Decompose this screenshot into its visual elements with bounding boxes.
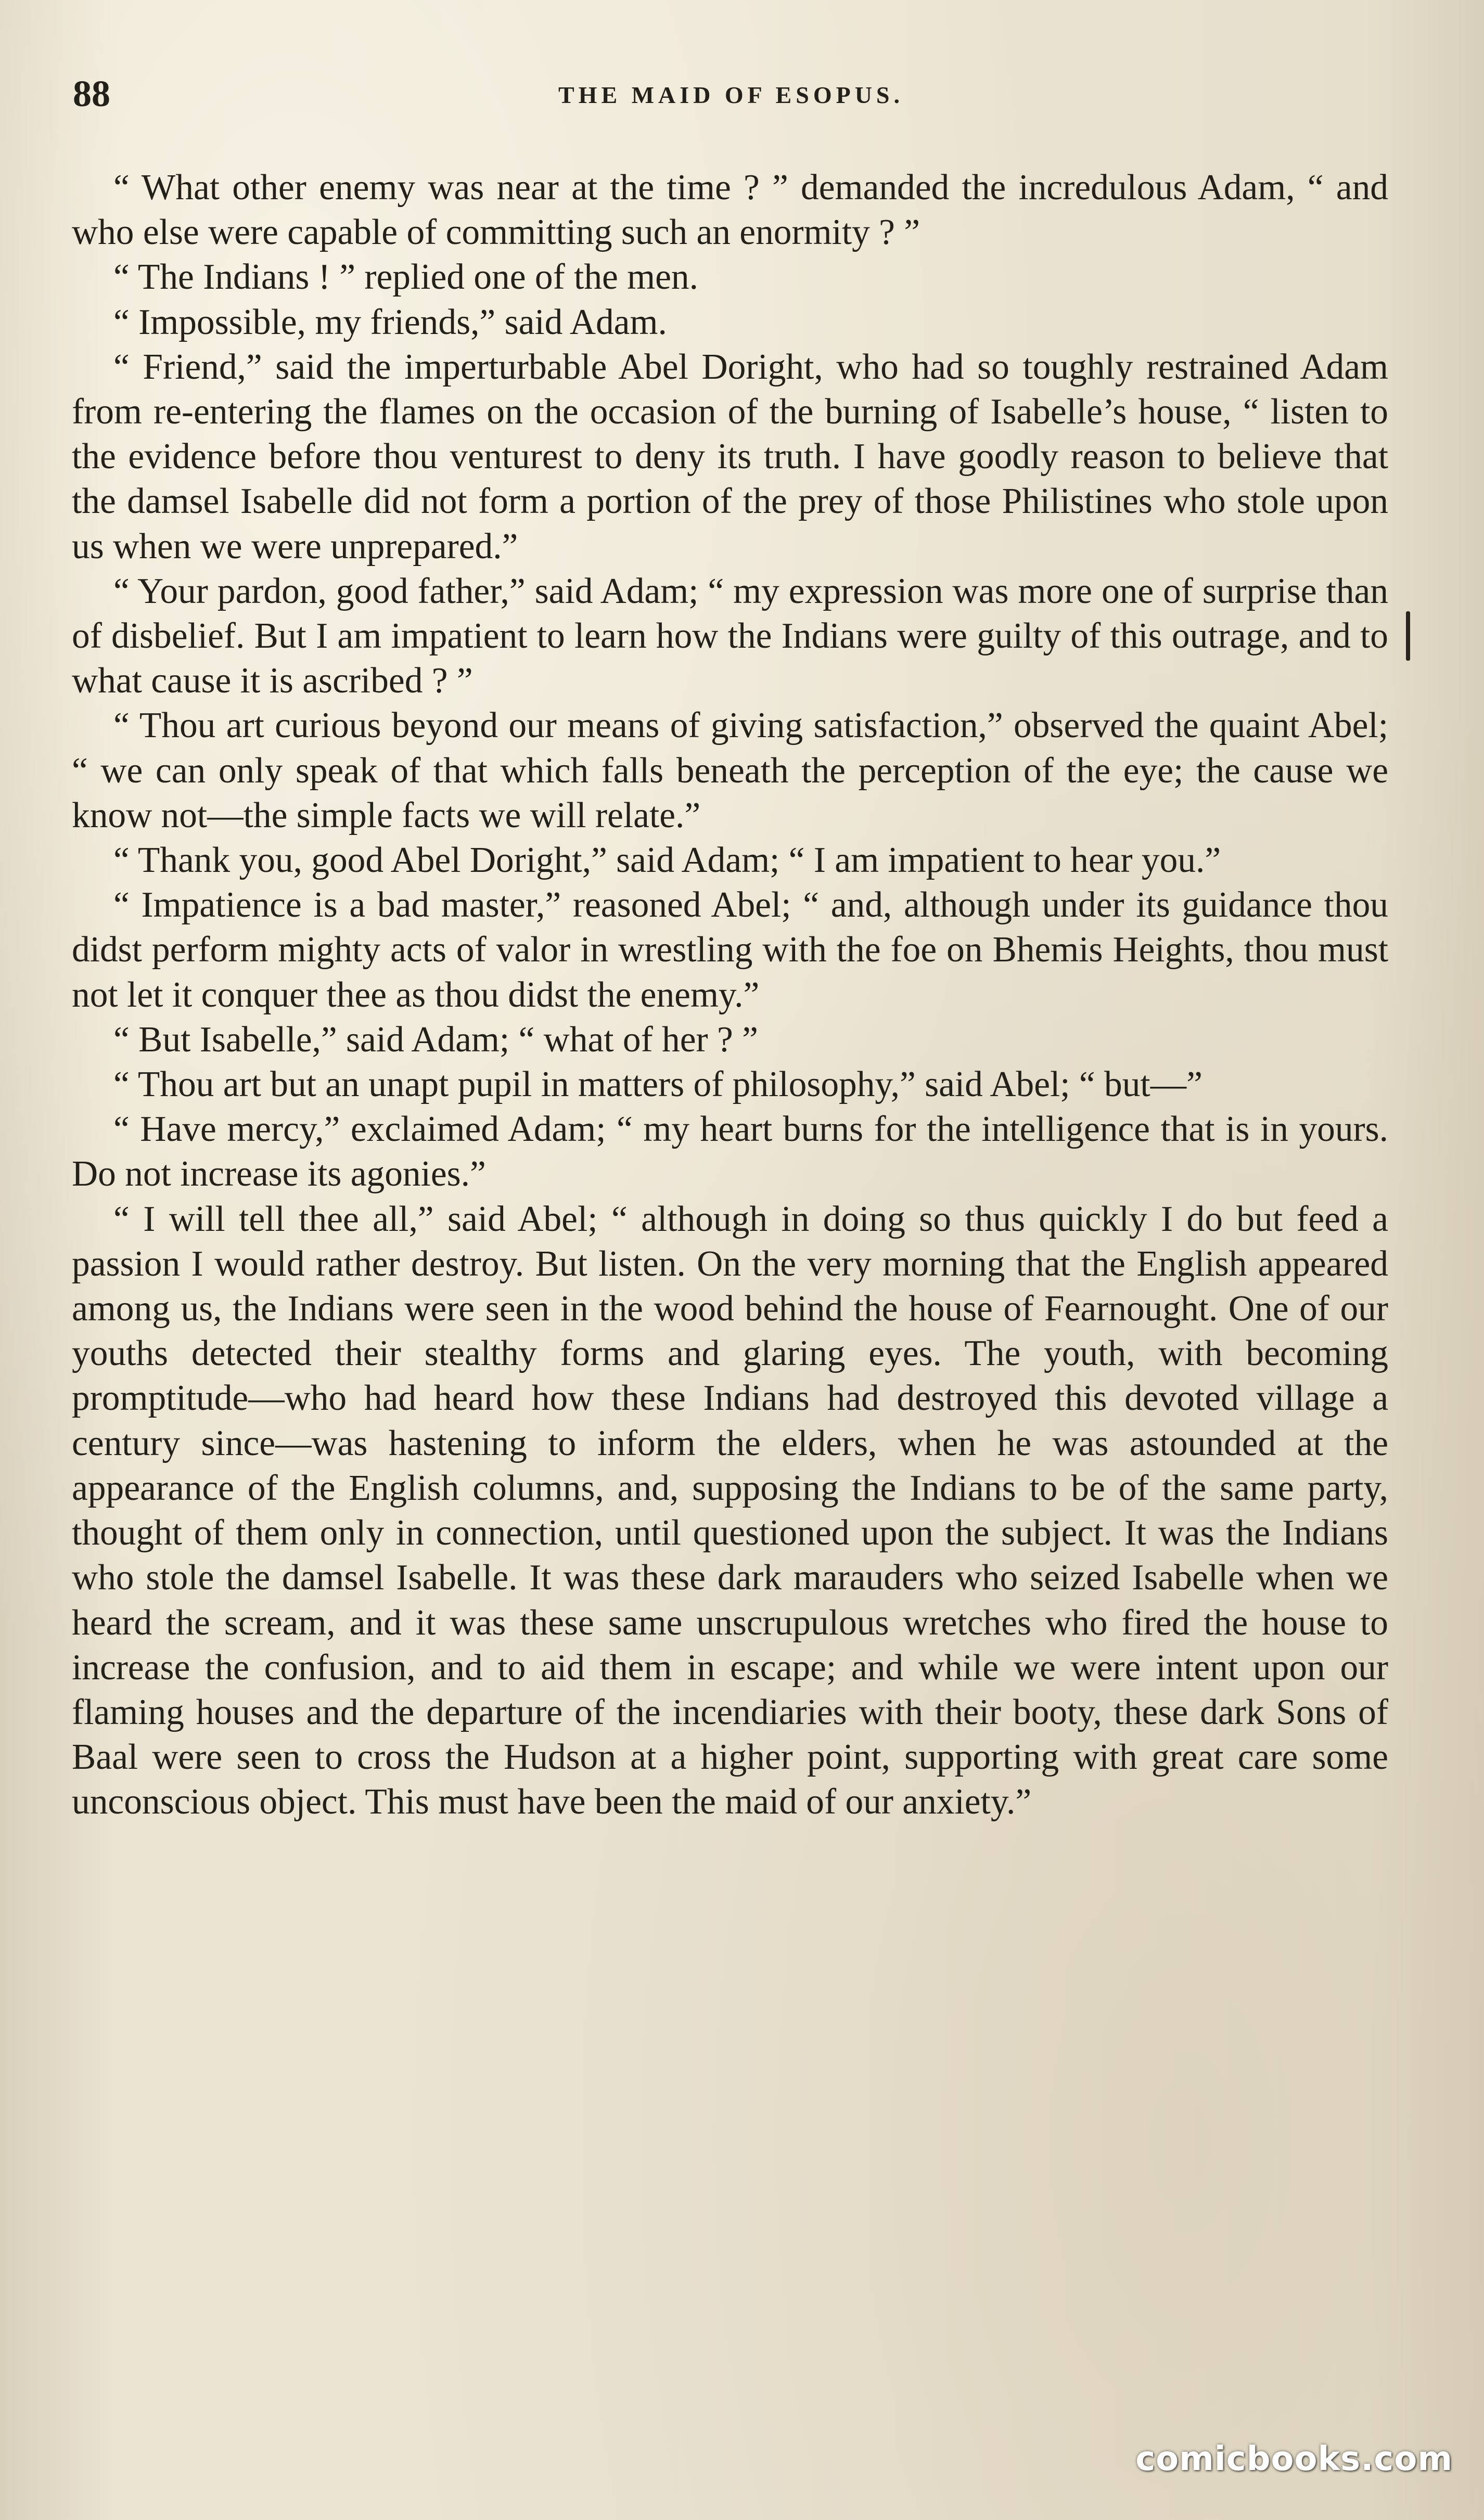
paragraph: “ Impossible, my friends,” said Adam. — [113, 302, 667, 342]
paragraph: “ Have mercy,” exclaimed Adam; “ my heart burns for the intelligence that is in yours. Do not increase its agonies.” — [72, 1109, 1388, 1194]
paragraph: “ Your pardon, good father,” said Adam; “ my expression was more one of surprise than of disbelief. But I am impatient to learn how the Indians were guilty of this outrage, and to what cause it is ascribed ? ” — [72, 571, 1388, 701]
paragraph: “ Thank you, good Abel Doright,” said Adam; “ I am impatient to hear you.” — [113, 840, 1221, 881]
paragraph: “ Impatience is a bad master,” reasoned Abel; “ and, although under its guidance thou didst perform mighty acts of valor in wrestling with the foe on Bhemis Heights, thou must not let it conquer thee as thou didst the enemy.” — [72, 885, 1388, 1015]
paragraph: “ The Indians ! ” replied one of the men. — [113, 257, 698, 298]
running-head: THE MAID OF ESOPUS. — [558, 82, 904, 108]
page-header — [73, 70, 1389, 117]
paragraph: “ But Isabelle,” said Adam; “ what of her ? ” — [113, 1019, 758, 1060]
paragraph: “ Friend,” said the imperturbable Abel Doright, who had so toughly restrained Adam from re-entering the flames on the occasion of the burning of Isabelle’s house, “ listen to the evidence before thou venturest to deny its truth. I have goodly reason to believe that the damsel Isabelle did not form a portion of the prey of those Philistines who stole upon us when we were unprepared.” — [72, 346, 1388, 567]
watermark: comicbooks.com — [1135, 2440, 1453, 2478]
body-text — [72, 165, 1388, 1825]
paragraph: “ Thou art but an unapt pupil in matters of philosophy,” said Abel; “ but—” — [113, 1064, 1202, 1105]
paragraph: “ I will tell thee all,” said Abel; “ although in doing so thus quickly I do but feed a passion I would rather destroy. But listen. On the very morning that the English appeared among us, the Indians were seen in the wood behind the house of Fearnought. One of our youths detected their stealthy forms and glaring eyes. The youth, with becoming promptitude—who had heard how these Indians had destroyed this devoted village a century since—was hastening to inform the elders, when he was astounded at the appearance of the English columns, and, supposing the Indians to be of the same party, thought of them only in connection, until questioned upon the subject. It was the Indians who stole the damsel Isabelle. It was these dark marauders who seized Isabelle when we heard the scream, and it was these same unscrupulous wretches who fired the house to increase the confusion, and to aid them in escape; and while we were intent upon our flaming houses and the departure of the incendiaries with their booty, these dark Sons of Baal were seen to cross the Hudson at a higher point, supporting with great care some unconscious object. This must have been the maid of our anxiety.” — [72, 1199, 1388, 1822]
paragraph: “ Thou art curious beyond our means of giving satisfaction,” observed the quaint Abel; “ we can only speak of that which falls beneath the perception of the eye; the cause we know not—the simple facts we will relate.” — [72, 705, 1388, 835]
page-number: 88 — [73, 73, 110, 114]
margin-mark — [1406, 611, 1410, 661]
paragraph: “ What other enemy was near at the time ? ” demanded the incredulous Adam, “ and who else were capable of committing such an enormity ? ” — [72, 168, 1388, 253]
